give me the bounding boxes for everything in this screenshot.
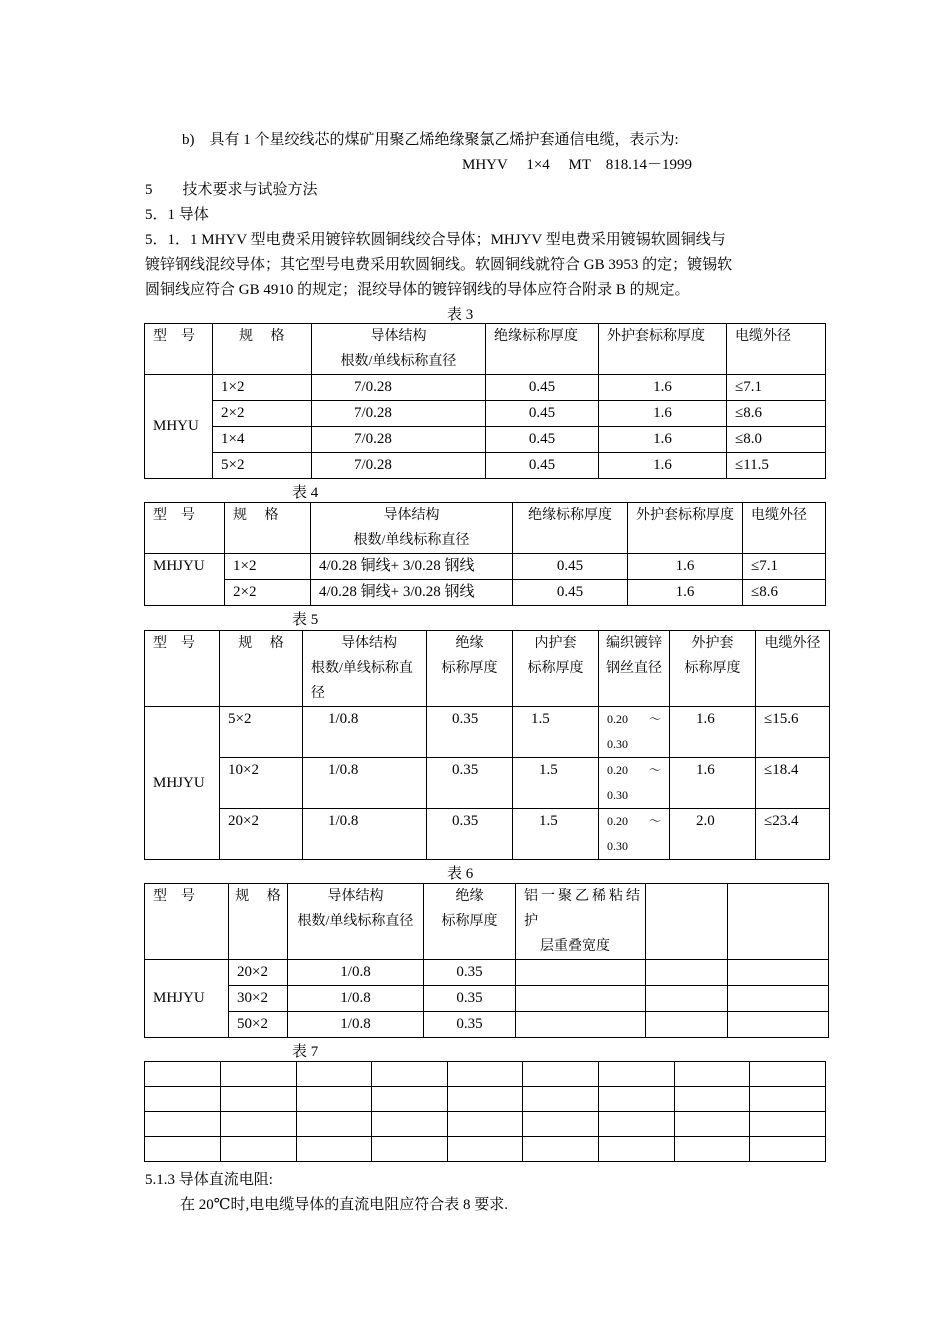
t6-model-cell: MHJYU — [145, 960, 229, 1038]
t5-braid-cell — [599, 707, 670, 758]
t3-cell: 1.6 — [599, 427, 727, 453]
t3-header-od: 电缆外径 — [727, 324, 826, 375]
t5-braid-min: 0.20 — [607, 814, 628, 828]
t5-header-outer-l1: 外护套 — [691, 636, 734, 651]
t6-cell: 20×2 — [229, 960, 288, 986]
t7-cell — [221, 1112, 297, 1137]
table-6-caption: 表 6 — [447, 866, 474, 882]
t7-cell — [221, 1137, 297, 1162]
t3-header-conductor-l1: 导体结构 — [370, 329, 427, 344]
t7-cell — [750, 1137, 826, 1162]
t3-cell: ≤8.6 — [727, 401, 826, 427]
t6-header-empty — [646, 884, 728, 960]
t5-braid-cell — [599, 758, 670, 809]
t6-cell: 1/0.8 — [288, 960, 424, 986]
table-7-caption: 表 7 — [292, 1044, 319, 1060]
t7-cell — [599, 1062, 675, 1087]
t5-cell: ≤23.4 — [756, 809, 830, 860]
t6-cell: 0.35 — [424, 960, 516, 986]
t3-cell: 0.45 — [486, 375, 599, 401]
t5-header-outer-l2: 标称厚度 — [684, 661, 741, 676]
t3-header-conductor-l2: 根数/单线标称直径 — [340, 354, 457, 369]
t5-braid-max: 0.30 — [607, 737, 628, 751]
t3-cell: 1×4 — [213, 427, 312, 453]
t3-cell: 7/0.28 — [312, 401, 486, 427]
t7-cell — [675, 1087, 750, 1112]
t6-cell-empty — [516, 960, 646, 986]
t5-cell: 1/0.8 — [303, 809, 427, 860]
t4-header-spec: 规 格 — [225, 503, 311, 554]
t5-header-model: 型 号 — [145, 631, 220, 707]
t4-cell: 1×2 — [225, 554, 311, 580]
t3-header-spec: 规 格 — [213, 324, 312, 375]
t6-header-insulation-l1: 绝缘 — [455, 889, 484, 904]
t5-model-cell: MHJYU — [145, 707, 220, 860]
t7-cell — [372, 1087, 448, 1112]
t4-header-model: 型 号 — [145, 503, 225, 554]
t5-cell: 1.6 — [670, 707, 756, 758]
t4-cell: 1.6 — [628, 554, 743, 580]
t4-cell: 4/0.28 铜线+ 3/0.28 钢线 — [311, 580, 513, 606]
t7-cell — [750, 1112, 826, 1137]
t7-cell — [145, 1062, 221, 1087]
t3-cell: 7/0.28 — [312, 427, 486, 453]
t3-model-cell: MHYU — [145, 375, 213, 479]
t5-cell: 20×2 — [220, 809, 303, 860]
table-5-caption: 表 5 — [292, 612, 319, 628]
section-5-1-1-line2: 镀锌钢线混绞导体；其它型号电费采用软圆铜线。软圆铜线就符合 GB 3953 的定；镀锡软 — [145, 257, 733, 273]
t6-cell-empty — [516, 986, 646, 1012]
t3-cell: 1×2 — [213, 375, 312, 401]
t6-header-conductor-l2: 根数/单线标称直径 — [297, 914, 414, 929]
t3-header-conductor — [312, 324, 486, 375]
t5-cell: 0.35 — [427, 758, 513, 809]
t4-cell: 2×2 — [225, 580, 311, 606]
t5-braid-max: 0.30 — [607, 788, 628, 802]
t4-model-cell-empty — [145, 580, 225, 606]
t5-header-conductor-l2: 根数/单线标称直 — [311, 661, 413, 676]
t7-cell — [297, 1112, 372, 1137]
t5-cell: 1.5 — [513, 707, 599, 758]
t5-cell: 2.0 — [670, 809, 756, 860]
t5-braid-sep: ～ — [648, 712, 661, 726]
t7-cell — [523, 1112, 599, 1137]
t6-cell-empty — [728, 1012, 829, 1038]
t5-braid-sep: ～ — [648, 814, 661, 828]
t6-header-conductor-l1: 导体结构 — [327, 889, 384, 904]
section-5-1-1-line3: 圆铜线应符合 GB 4910 的规定；混绞导体的镀锌钢线的导体应符合附录 B 的规定。 — [145, 282, 690, 298]
t7-cell — [523, 1062, 599, 1087]
t5-braid-max: 0.30 — [607, 839, 628, 853]
t3-cell: 0.45 — [486, 427, 599, 453]
t7-cell — [448, 1112, 523, 1137]
t7-cell — [297, 1062, 372, 1087]
t5-header-insulation-l2: 标称厚度 — [441, 661, 498, 676]
t5-cell: 1.5 — [513, 758, 599, 809]
t6-cell: 30×2 — [229, 986, 288, 1012]
t6-header-insulation-l2: 标称厚度 — [441, 914, 498, 929]
t7-cell — [599, 1087, 675, 1112]
t6-header-model: 型 号 — [145, 884, 229, 960]
t3-cell: 2×2 — [213, 401, 312, 427]
t3-cell: ≤7.1 — [727, 375, 826, 401]
t5-cell: 1/0.8 — [303, 707, 427, 758]
t3-cell: 5×2 — [213, 453, 312, 479]
t6-header-al-l3: 层重叠宽度 — [540, 939, 610, 954]
t5-cell: 5×2 — [220, 707, 303, 758]
t5-header-conductor — [303, 631, 427, 707]
t6-cell: 0.35 — [424, 1012, 516, 1038]
table-4 — [144, 502, 826, 606]
t4-header-od: 电缆外径 — [743, 503, 826, 554]
t7-cell — [599, 1137, 675, 1162]
t3-cell: 0.45 — [486, 401, 599, 427]
t7-cell — [372, 1112, 448, 1137]
t5-header-spec: 规 格 — [220, 631, 303, 707]
t7-cell — [145, 1112, 221, 1137]
t6-cell: 50×2 — [229, 1012, 288, 1038]
t6-header-al-l1: 铝一聚乙稀粘结 — [524, 889, 643, 904]
t5-header-braid-l2: 钢丝直径 — [606, 661, 662, 676]
t7-cell — [448, 1062, 523, 1087]
t5-header-braid — [599, 631, 670, 707]
t3-cell: 1.6 — [599, 375, 727, 401]
t7-cell — [145, 1137, 221, 1162]
t7-cell — [221, 1062, 297, 1087]
t7-cell — [372, 1062, 448, 1087]
t7-cell — [523, 1087, 599, 1112]
section-5-heading: 5 技术要求与试验方法 — [145, 182, 318, 198]
t4-cell: 0.45 — [513, 554, 628, 580]
t5-header-od: 电缆外径 — [756, 631, 830, 707]
t4-cell: ≤7.1 — [743, 554, 826, 580]
t5-header-conductor-l3: 径 — [311, 686, 325, 701]
t6-cell-empty — [516, 1012, 646, 1038]
t7-cell — [448, 1087, 523, 1112]
t5-braid-cell — [599, 809, 670, 860]
t4-header-conductor-l2: 根数/单线标称直径 — [353, 533, 470, 548]
t5-cell: ≤15.6 — [756, 707, 830, 758]
t7-cell — [297, 1087, 372, 1112]
t5-header-inner-l1: 内护套 — [534, 636, 577, 651]
t7-cell — [750, 1062, 826, 1087]
t4-model-cell: MHJYU — [145, 554, 225, 580]
t6-cell: 1/0.8 — [288, 1012, 424, 1038]
t4-header-conductor — [311, 503, 513, 554]
t5-braid-min: 0.20 — [607, 712, 628, 726]
t3-cell: 1.6 — [599, 401, 727, 427]
table-3 — [144, 323, 826, 479]
t5-header-insulation — [427, 631, 513, 707]
item-b-text: b) 具有 1 个星绞线芯的煤矿用聚乙烯绝缘聚氯乙烯护套通信电缆，表示为: — [182, 132, 679, 148]
t6-cell-empty — [728, 960, 829, 986]
t7-cell — [145, 1087, 221, 1112]
t4-cell: 1.6 — [628, 580, 743, 606]
t3-header-model: 型 号 — [145, 324, 213, 375]
t5-cell: 10×2 — [220, 758, 303, 809]
t7-cell — [675, 1062, 750, 1087]
t6-cell: 0.35 — [424, 986, 516, 1012]
t5-cell: ≤18.4 — [756, 758, 830, 809]
section-5-1-3-heading: 5.1.3 导体直流电阻: — [145, 1172, 273, 1188]
t6-cell-empty — [646, 1012, 728, 1038]
t3-cell: 1.6 — [599, 453, 727, 479]
table-6 — [144, 883, 829, 1038]
table-4-caption: 表 4 — [292, 485, 319, 501]
t7-cell — [599, 1112, 675, 1137]
t6-cell: 1/0.8 — [288, 986, 424, 1012]
t3-header-sheath: 外护套标称厚度 — [599, 324, 727, 375]
t7-cell — [675, 1137, 750, 1162]
t5-header-braid-l1: 编织镀锌 — [606, 636, 662, 651]
t5-header-inner-l2: 标称厚度 — [527, 661, 584, 676]
t7-cell — [448, 1137, 523, 1162]
t3-header-insulation: 绝缘标称厚度 — [486, 324, 599, 375]
t6-header-conductor — [288, 884, 424, 960]
t5-cell: 0.35 — [427, 707, 513, 758]
t3-cell: 7/0.28 — [312, 375, 486, 401]
t5-cell: 1.6 — [670, 758, 756, 809]
t7-cell — [297, 1137, 372, 1162]
designation-text: MHYV 1×4 MT 818.14－1999 — [462, 157, 693, 173]
t7-cell — [675, 1112, 750, 1137]
t3-cell: 7/0.28 — [312, 453, 486, 479]
section-5-1-3-body: 在 20℃时,电电缆导体的直流电阻应符合表 8 要求. — [180, 1197, 509, 1213]
t5-header-inner-sheath — [513, 631, 599, 707]
t3-cell: 0.45 — [486, 453, 599, 479]
t4-header-conductor-l1: 导体结构 — [383, 508, 440, 523]
table-5 — [144, 630, 830, 860]
t3-cell: ≤11.5 — [727, 453, 826, 479]
t4-cell: ≤8.6 — [743, 580, 826, 606]
t5-header-insulation-l1: 绝缘 — [455, 636, 484, 651]
t4-header-sheath: 外护套标称厚度 — [628, 503, 743, 554]
t7-cell — [221, 1087, 297, 1112]
t6-header-al-sheath — [516, 884, 646, 960]
t4-header-insulation: 绝缘标称厚度 — [513, 503, 628, 554]
t5-braid-sep: ～ — [648, 763, 661, 777]
t5-header-outer-sheath — [670, 631, 756, 707]
t6-header-empty — [728, 884, 829, 960]
t7-cell — [523, 1137, 599, 1162]
t6-cell-empty — [728, 986, 829, 1012]
t6-header-spec: 规 格 — [229, 884, 288, 960]
t5-braid-min: 0.20 — [607, 763, 628, 777]
t6-header-al-l2: 护 — [524, 914, 538, 929]
t4-cell: 0.45 — [513, 580, 628, 606]
t5-cell: 1/0.8 — [303, 758, 427, 809]
t5-header-conductor-l1: 导体结构 — [341, 636, 397, 651]
t5-cell: 1.5 — [513, 809, 599, 860]
t4-cell: 4/0.28 铜线+ 3/0.28 钢线 — [311, 554, 513, 580]
table-3-caption: 表 3 — [447, 307, 474, 323]
t6-cell-empty — [646, 986, 728, 1012]
table-7 — [144, 1061, 826, 1162]
t5-cell: 0.35 — [427, 809, 513, 860]
t7-cell — [750, 1087, 826, 1112]
section-5-1-heading: 5．1 导体 — [145, 207, 209, 223]
t3-cell: ≤8.0 — [727, 427, 826, 453]
t7-cell — [372, 1137, 448, 1162]
section-5-1-1-line1: 5．1．1 MHYV 型电费采用镀锌软圆铜线绞合导体；MHJYV 型电费采用镀锡软圆铜线与 — [145, 232, 726, 248]
t6-cell-empty — [646, 960, 728, 986]
t6-header-insulation — [424, 884, 516, 960]
